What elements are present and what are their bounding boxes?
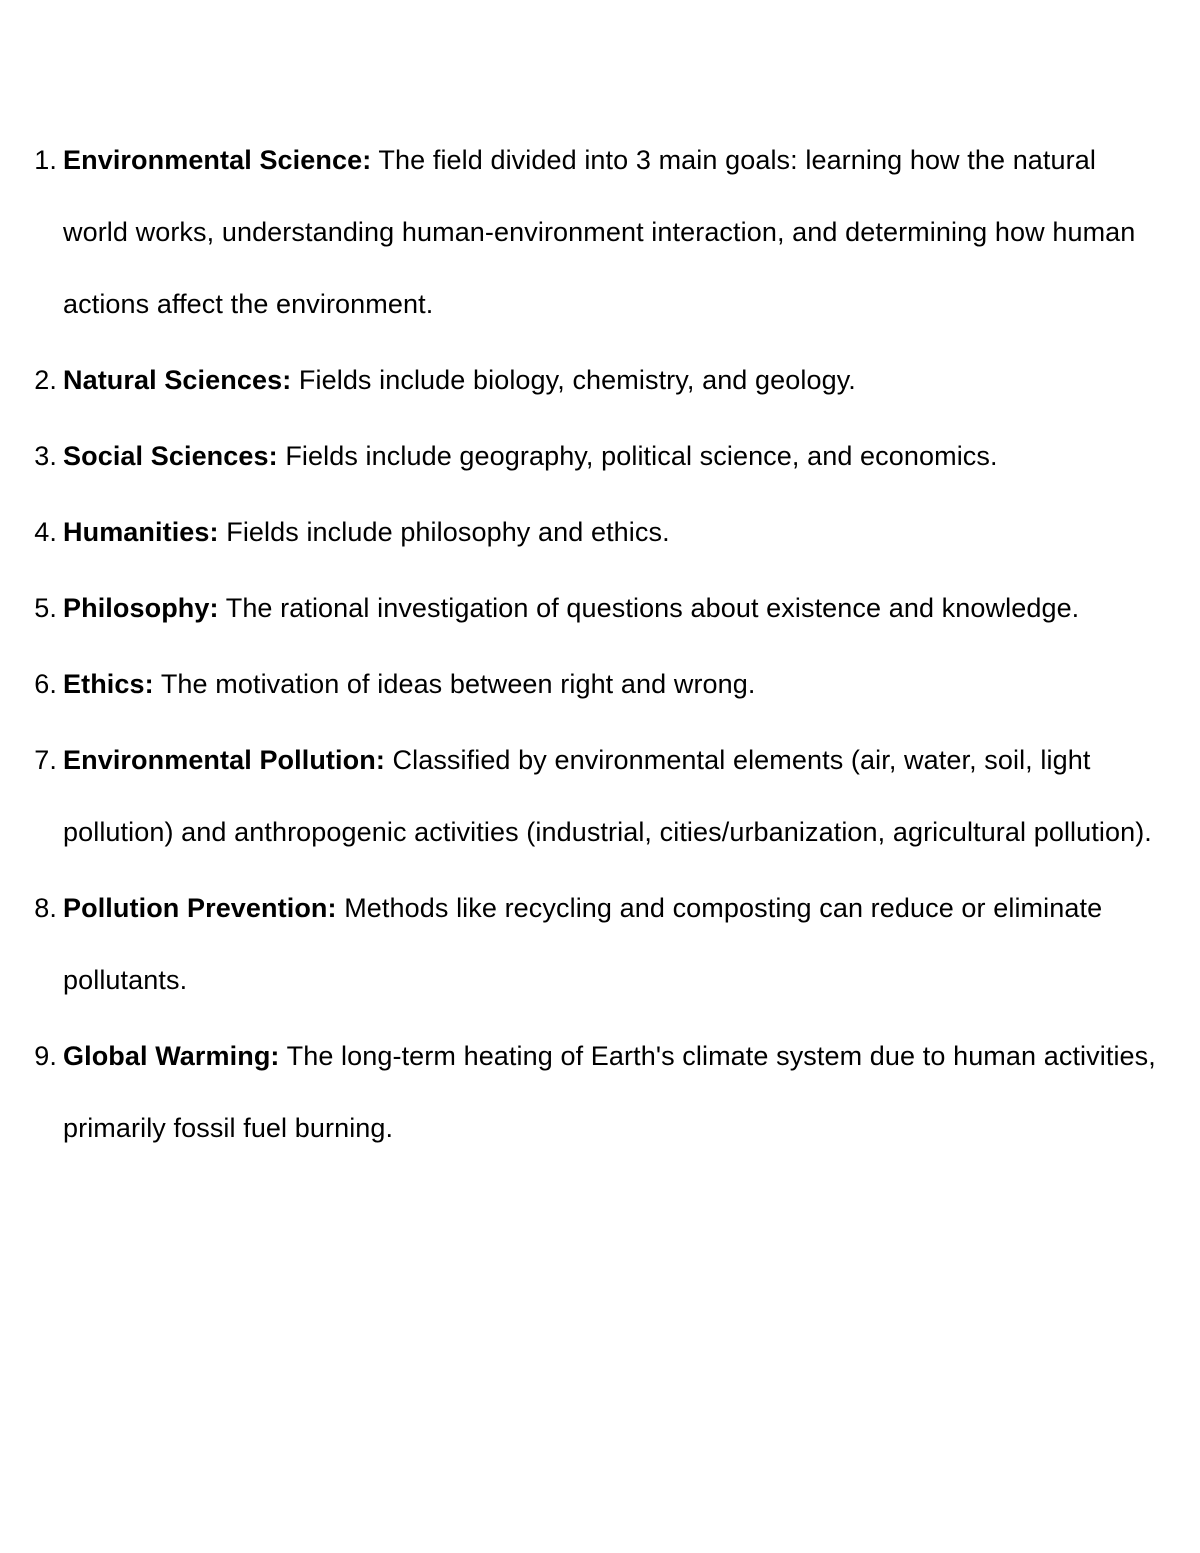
list-item (0, 572, 1200, 644)
item-term: Natural Sciences: (63, 365, 292, 395)
list-item (0, 344, 1200, 416)
item-definition: Fields include philosophy and ethics. (218, 517, 670, 547)
item-number: 3. (34, 441, 57, 471)
item-definition: Classified by environmental elements (air, water, soil, light pollution) and anthropogenic activities (industrial, cities/urbanization, agricultural pollution). (63, 745, 1152, 847)
item-definition: The motivation of ideas between right and wrong. (153, 669, 756, 699)
item-definition: Fields include biology, chemistry, and geology. (291, 365, 856, 395)
item-definition: The long-term heating of Earth's climate system due to human activities, primarily fossil fuel burning. (63, 1041, 1156, 1143)
definitions-list (0, 124, 1200, 1168)
item-term: Environmental Pollution: (63, 745, 385, 775)
list-item (0, 724, 1200, 868)
list-item (0, 496, 1200, 568)
list-item (0, 1020, 1200, 1164)
item-number: 9. (34, 1041, 57, 1071)
item-term: Social Sciences: (63, 441, 278, 471)
item-definition: Methods like recycling and composting can reduce or eliminate pollutants. (63, 893, 1103, 995)
item-number: 7. (34, 745, 57, 775)
item-term: Pollution Prevention: (63, 893, 337, 923)
item-number: 5. (34, 593, 57, 623)
item-number: 8. (34, 893, 57, 923)
item-term: Philosophy: (63, 593, 219, 623)
item-term: Humanities: (63, 517, 219, 547)
item-definition: The field divided into 3 main goals: learning how the natural world works, understanding human-environment interaction, and determining how human actions affect the environment. (63, 145, 1136, 319)
list-item (0, 420, 1200, 492)
item-number: 1. (34, 145, 57, 175)
item-number: 2. (34, 365, 57, 395)
list-item (0, 872, 1200, 1016)
item-definition: Fields include geography, political science, and economics. (277, 441, 998, 471)
item-number: 6. (34, 669, 57, 699)
item-term: Ethics: (63, 669, 154, 699)
list-item (0, 124, 1200, 340)
item-term: Environmental Science: (63, 145, 372, 175)
item-definition: The rational investigation of questions about existence and knowledge. (218, 593, 1080, 623)
item-number: 4. (34, 517, 57, 547)
list-item (0, 648, 1200, 720)
item-term: Global Warming: (63, 1041, 280, 1071)
